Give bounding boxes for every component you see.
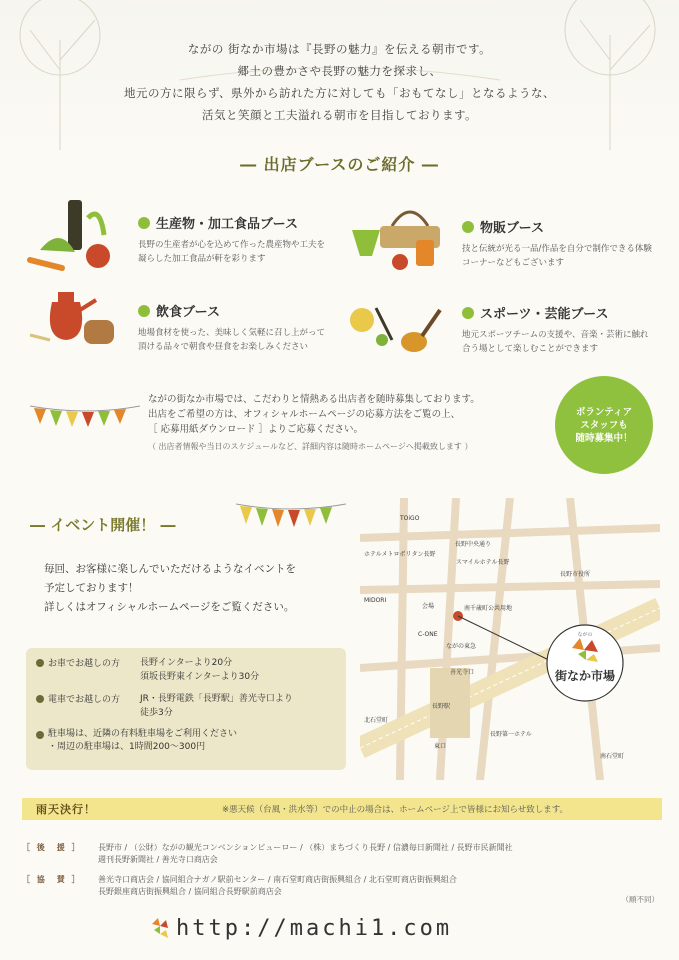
bunting-flags-icon <box>30 402 140 432</box>
map-label: スマイルホテル長野 <box>456 559 510 566</box>
download-link[interactable]: ［ 応募用紙ダウンロード ］よりご応募ください。 <box>148 424 364 435</box>
support-text: 長野市 / （公財）ながの観光コンベンションビューロー / （株）まちづくり長野 / 信濃毎日新聞社 / 長野市民新聞社 <box>98 843 513 852</box>
rain-note: ※悪天候（台風・洪水等）での中止の場合は、ホームページ上で皆様にお知らせ致します。 <box>222 805 569 815</box>
booth-title: 飲食ブース <box>156 305 220 320</box>
intro-line: 地元の方に限らず、県外から訪れた方に対しても「おもてなし」となるような、 <box>123 86 556 100</box>
coop-text: 善光寺口商店会 / 協同組合ナガノ駅前センター / 南石堂町商店街振興組合 / 北石堂町商店街振興組合 <box>98 875 457 884</box>
event-line: 毎回、お客様に楽しんでいただけるようなイベントを <box>44 563 296 575</box>
intro-line: 活気と笑顔と工夫溢れる朝市を目指しております。 <box>201 108 478 122</box>
machi-ichi-logo-badge <box>547 625 623 701</box>
map-label: 長野市役所 <box>560 571 591 578</box>
map-label: 南千歳町公共用地 <box>464 605 513 612</box>
recruit-line: ながの街なか市場では、こだわりと情熱ある出店者を随時募集しております。 <box>148 394 480 405</box>
parking-line: ・周辺の駐車場は、1時間200〜300円 <box>48 742 206 752</box>
map-label: 長野第一ホテル <box>490 731 532 738</box>
map-label: ながの東急 <box>446 643 477 650</box>
intro-line: 郷土の豊かさや長野の魅力を探求し、 <box>237 64 442 78</box>
teapot-icon <box>30 292 114 344</box>
booth-description: 長野の生産者が心を込めて作った農産物や工夫を凝らした加工食品が軒を彩ります <box>138 240 326 264</box>
bullet-dot-icon <box>462 307 474 319</box>
event-description <box>44 560 296 617</box>
access-value: 須坂長野東インターより30分 <box>140 672 260 682</box>
map-label: 東口 <box>434 743 447 750</box>
coop-row <box>22 874 662 898</box>
bullet-dot-icon <box>36 695 44 703</box>
rain-title: 雨天決行！ <box>36 803 96 816</box>
coop-text: 長野銀座商店街振興組合 / 協同組合長野駅前商店会 <box>98 887 282 896</box>
logo-text: 街なか市場 <box>554 669 616 683</box>
support-label: ［ 後 援 ］ <box>22 843 82 852</box>
map-label: 長野中央通り <box>455 541 492 548</box>
map-label: C-ONE <box>418 631 438 638</box>
access-info-box <box>26 648 346 770</box>
map-label: 会場 <box>422 603 435 610</box>
access-value: JR・長野電鉄「長野駅」善光寺口より <box>140 694 293 704</box>
event-line: 予定しております！ <box>44 582 139 594</box>
map-label: TOiGO <box>400 515 420 522</box>
hero-intro-text <box>0 38 679 126</box>
booth-description: 地元スポーツチームの支援や、音楽・芸術に触れ合う場として楽しむことができます <box>462 330 649 354</box>
map-label: 善光寺口 <box>450 669 475 676</box>
access-value: 長野インターより20分 <box>140 658 233 668</box>
vegetables-icon <box>30 200 110 268</box>
recruit-line: 出店をご希望の方は、オフィシャルホームページの応募方法をご覧の上、 <box>148 409 461 420</box>
map-label: 北石堂町 <box>364 717 389 724</box>
logo-small-text: ながの <box>577 632 593 638</box>
guitar-icon <box>350 308 440 352</box>
access-label: お車でお越しの方 <box>48 659 121 669</box>
bunting-flags-icon <box>236 502 346 536</box>
booth-merchandise <box>462 217 652 270</box>
rain-notice-band <box>22 798 662 820</box>
order-note: （順不同） <box>621 895 659 904</box>
parking-note <box>36 728 336 754</box>
booth-title: スポーツ・芸能ブース <box>480 307 609 322</box>
volunteer-line: ボランティア <box>575 406 633 418</box>
logo-mark-icon <box>150 916 170 940</box>
map-label: ホテルメトロポリタン長野 <box>364 551 436 558</box>
booth-produce <box>138 213 328 266</box>
access-label: 電車でお越しの方 <box>48 695 121 705</box>
intro-line: ながの 街なか市場は『長野の魅力』を伝える朝市です。 <box>187 42 492 56</box>
parking-line: 駐車場は、近隣の有料駐車場をご利用ください <box>48 729 238 739</box>
map-label: 長野駅 <box>432 703 451 710</box>
bullet-dot-icon <box>138 305 150 317</box>
support-text: 週刊長野新聞社 / 善光寺口商店会 <box>98 855 218 864</box>
booth-title: 生産物・加工食品ブース <box>156 217 298 232</box>
map-label: MIDORI <box>364 597 387 604</box>
credits <box>22 842 662 906</box>
volunteer-line: 随時募集中！ <box>575 432 633 444</box>
bullet-dot-icon <box>138 217 150 229</box>
bullet-dot-icon <box>462 221 474 233</box>
map-label: 南石堂町 <box>600 753 625 760</box>
event-line: 詳しくはオフィシャルホームページをご覧ください。 <box>44 601 295 613</box>
volunteer-badge <box>555 376 653 474</box>
access-train-row <box>36 692 336 720</box>
coop-label: ［ 協 賛 ］ <box>22 875 82 884</box>
bullet-dot-icon <box>36 659 44 667</box>
access-car-row <box>36 656 336 684</box>
access-map <box>360 498 660 780</box>
booth-description: 技と伝統が光る一品/作品を自分で制作できる体験コーナーなどもございます <box>462 244 652 268</box>
booth-section-title: ― 出店ブースのご紹介 ― <box>240 155 439 174</box>
support-row <box>22 842 662 866</box>
website-url-link[interactable]: http://machi1.com <box>176 916 453 941</box>
bullet-dot-icon <box>36 731 44 739</box>
booth-sports-arts <box>462 303 652 356</box>
booth-description: 地場食材を使った、美味しく気軽に召し上がって頂ける品々で朝食や昼食をお楽しみください <box>138 328 326 352</box>
booth-title: 物販ブース <box>480 221 544 236</box>
booth-food <box>138 301 328 354</box>
recruit-text <box>148 392 558 454</box>
hero-banner <box>0 0 679 150</box>
access-value: 徒歩3分 <box>140 708 173 718</box>
event-section-title: ― イベント開催！ ― <box>30 516 176 534</box>
volunteer-line: スタッフも <box>580 419 628 431</box>
recruit-note: （ 出店者情報や当日のスケジュールなど、詳細内容は随時ホームページへ掲載致します ） <box>148 442 473 451</box>
crafts-icon <box>352 212 440 270</box>
